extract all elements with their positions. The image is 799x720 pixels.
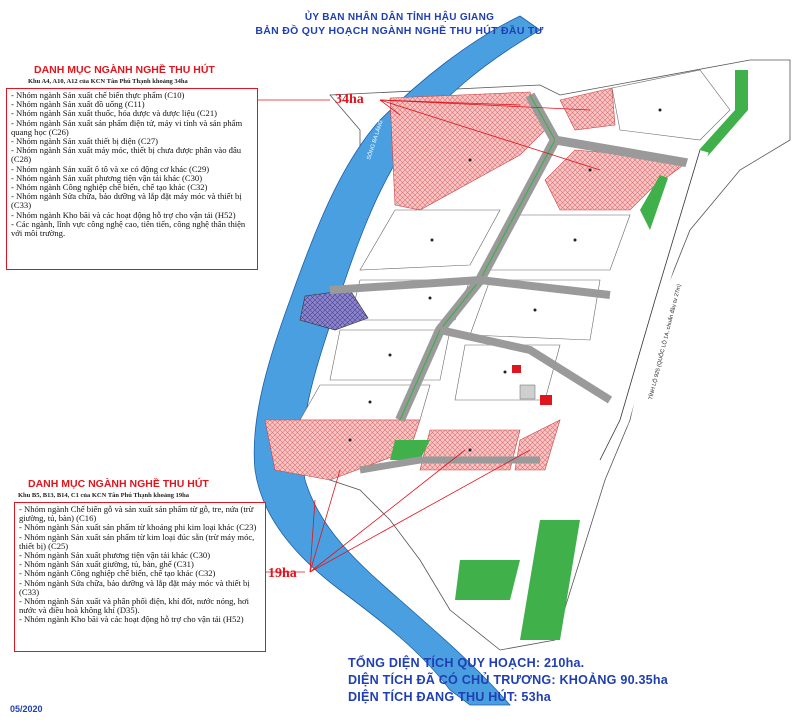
list-item: - Nhóm ngành Sản xuất chế biến thực phẩm (C10) bbox=[11, 90, 185, 100]
header-title-1: ỦY BAN NHÂN DÂN TỈNH HẬU GIANG bbox=[304, 12, 495, 23]
list-item: - Nhóm ngành Sản xuất sản phẩm từ kim loại đúc sẵn (trừ máy móc, thiết bị) (C25) bbox=[19, 531, 255, 551]
list-item: - Nhóm ngành Sản xuất máy móc, thiết bị chưa được phân vào đâu (C28) bbox=[11, 145, 242, 165]
list-item: - Nhóm ngành Sản xuất ô tô và xe có động cơ khác (C29) bbox=[11, 163, 210, 174]
top-section-title: DANH MỤC NGÀNH NGHỀ THU HÚT bbox=[34, 64, 215, 76]
bottom-section-title: DANH MỤC NGÀNH NGHỀ THU HÚT bbox=[28, 478, 209, 490]
approved-area: DIỆN TÍCH ĐÃ CÓ CHỦ TRƯƠNG: KHOẢNG 90.35ha bbox=[348, 673, 668, 687]
list-item: - Các ngành, lĩnh vực công nghệ cao, tiên tiến, công nghệ thân thiện với môi trường. bbox=[11, 218, 246, 239]
top-section-subtitle: Khu A4, A10, A12 của KCN Tân Phú Thạnh khoảng 34ha bbox=[28, 78, 188, 85]
list-item: - Nhóm ngành Chế biến gỗ và sản xuất sản phẩm từ gỗ, tre, nứa (trừ giường, tủ, bàn) (C16) bbox=[19, 504, 254, 524]
list-item: - Nhóm ngành Sửa chữa, bảo dưỡng và lắp đặt máy móc và thiết bị (C33) bbox=[11, 191, 242, 211]
river-label: SÔNG BA LÁNG bbox=[366, 119, 385, 161]
top-industry-list bbox=[6, 88, 258, 270]
bottom-section-subtitle: Khu B5, B13, B14, C1 của KCN Tân Phú Thạnh khoảng 19ha bbox=[18, 492, 189, 499]
bottom-area-label: 19ha bbox=[268, 566, 297, 581]
list-item: - Nhóm ngành Sản xuất đồ uống (C11) bbox=[11, 99, 145, 110]
list-item: - Nhóm ngành Công nghiệp chế biến, chế tạo khác (C32) bbox=[11, 182, 208, 193]
bottom-industry-list bbox=[14, 502, 266, 652]
list-item: - Nhóm ngành Sản xuất thiết bị điện (C27) bbox=[11, 136, 159, 147]
list-item: - Nhóm ngành Sản xuất thuốc, hóa dược và dược liệu (C21) bbox=[11, 108, 217, 119]
road-label: TỈNH LỘ 925 (QUỐC LỘ 1A, chuẩn đầu tư 27m) bbox=[648, 283, 683, 401]
attracting-area: DIỆN TÍCH ĐANG THU HÚT: 53ha bbox=[348, 690, 551, 704]
list-item: - Nhóm ngành Kho bãi và các hoạt động hỗ trợ cho vận tải (H52) bbox=[19, 614, 244, 625]
total-planned-area: TỔNG DIỆN TÍCH QUY HOẠCH: 210ha. bbox=[348, 656, 585, 670]
list-item: - Nhóm ngành Sản xuất phương tiện vận tải khác (C30) bbox=[11, 172, 203, 183]
list-item: - Nhóm ngành Kho bãi và các hoạt động hỗ trợ cho vận tải (H52) bbox=[11, 209, 236, 220]
list-item: - Nhóm ngành Sửa chữa, bảo dưỡng và lắp đặt máy móc và thiết bị (C33) bbox=[19, 577, 250, 597]
map-date: 05/2020 bbox=[10, 704, 43, 714]
top-area-label: 34ha bbox=[335, 92, 364, 107]
list-item: - Nhóm ngành Sản xuất sản phẩm từ khoáng phi kim loại khác (C23) bbox=[19, 522, 257, 533]
list-item: - Nhóm ngành Sản xuất sản phẩm điện tử, máy vi tính và sản phẩm quang học (C26) bbox=[11, 117, 243, 137]
list-item: - Nhóm ngành Sản xuất phương tiện vận tải khác (C30) bbox=[19, 550, 211, 561]
header-title-2: BẢN ĐỒ QUY HOẠCH NGÀNH NGHỀ THU HÚT ĐẦU TƯ bbox=[255, 25, 544, 37]
list-item: - Nhóm ngành Công nghiệp chế biến, chế tạo khác (C32) bbox=[19, 568, 216, 579]
list-item: - Nhóm ngành Sản xuất và phân phối điện, khí đốt, nước nóng, hơi nước và điều hoà không khí (D35). bbox=[19, 596, 249, 616]
list-item: - Nhóm ngành Sản xuất giường, tủ, bàn, ghế (C31) bbox=[19, 559, 194, 570]
